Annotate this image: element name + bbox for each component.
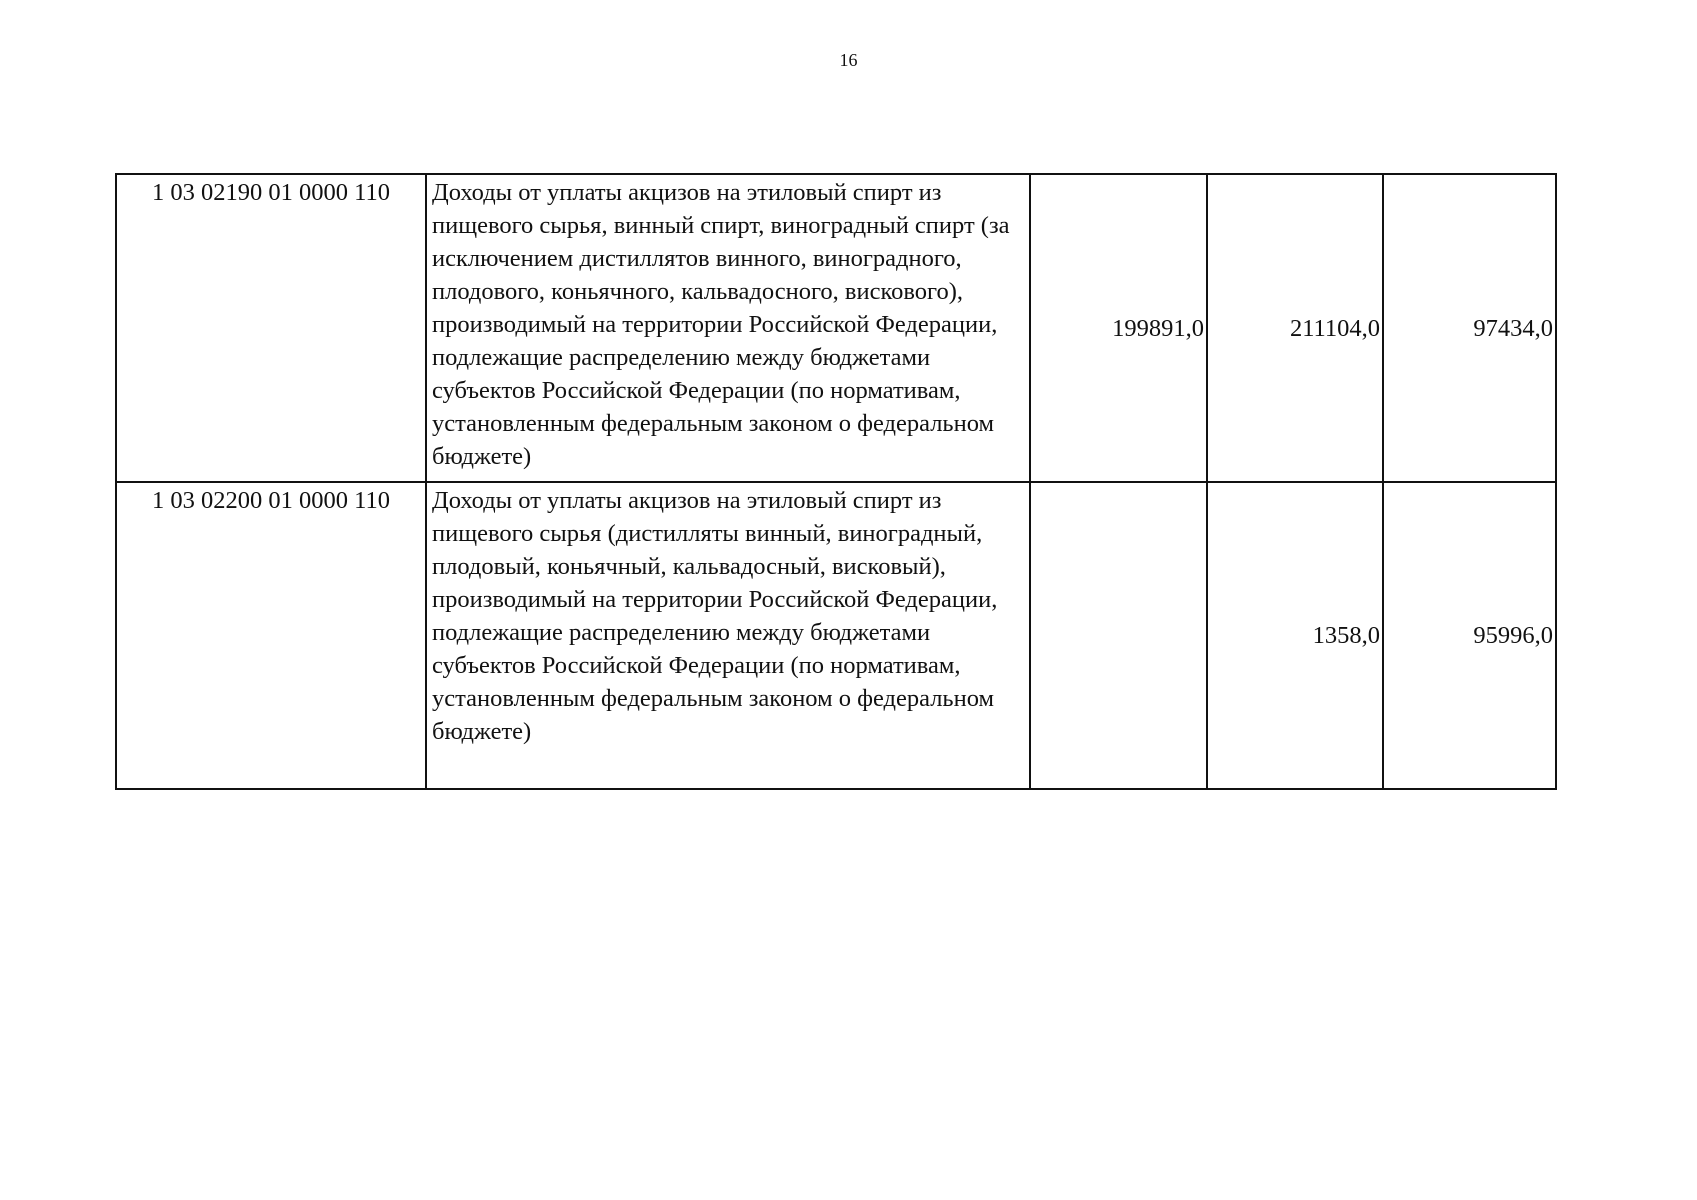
description-cell: Доходы от уплаты акцизов на этиловый спирт из пищевого сырья, винный спирт, виноградный спирт (за исключением дистиллятов винного, виноградного, плодового, коньячного, кальвадосного, вискового), производимый на территории Российской Федерации, подлежащие распределению между бюджетами субъектов Российской Федерации (по нормативам, установленным федеральным законом о федеральном бюджете) (426, 174, 1030, 482)
description-cell: Доходы от уплаты акцизов на этиловый спирт из пищевого сырья (дистилляты винный, виноградный, плодовый, коньячный, кальвадосный, висковый), производимый на территории Российской Федерации, подлежащие распределению между бюджетами субъектов Российской Федерации (по нормативам, установленным федеральным законом о федеральном бюджете) (426, 482, 1030, 789)
value-3-cell: 95996,0 (1383, 482, 1556, 789)
budget-code-cell: 1 03 02190 01 0000 110 (116, 174, 426, 482)
value-1-cell (1030, 482, 1207, 789)
value-1-cell: 199891,0 (1030, 174, 1207, 482)
table-row (116, 174, 1556, 482)
table-row (116, 482, 1556, 789)
budget-table (115, 173, 1557, 790)
page-number: 16 (839, 50, 858, 70)
value-3-cell: 97434,0 (1383, 174, 1556, 482)
value-2-cell: 211104,0 (1207, 174, 1383, 482)
value-2-cell: 1358,0 (1207, 482, 1383, 789)
budget-code-cell: 1 03 02200 01 0000 110 (116, 482, 426, 789)
